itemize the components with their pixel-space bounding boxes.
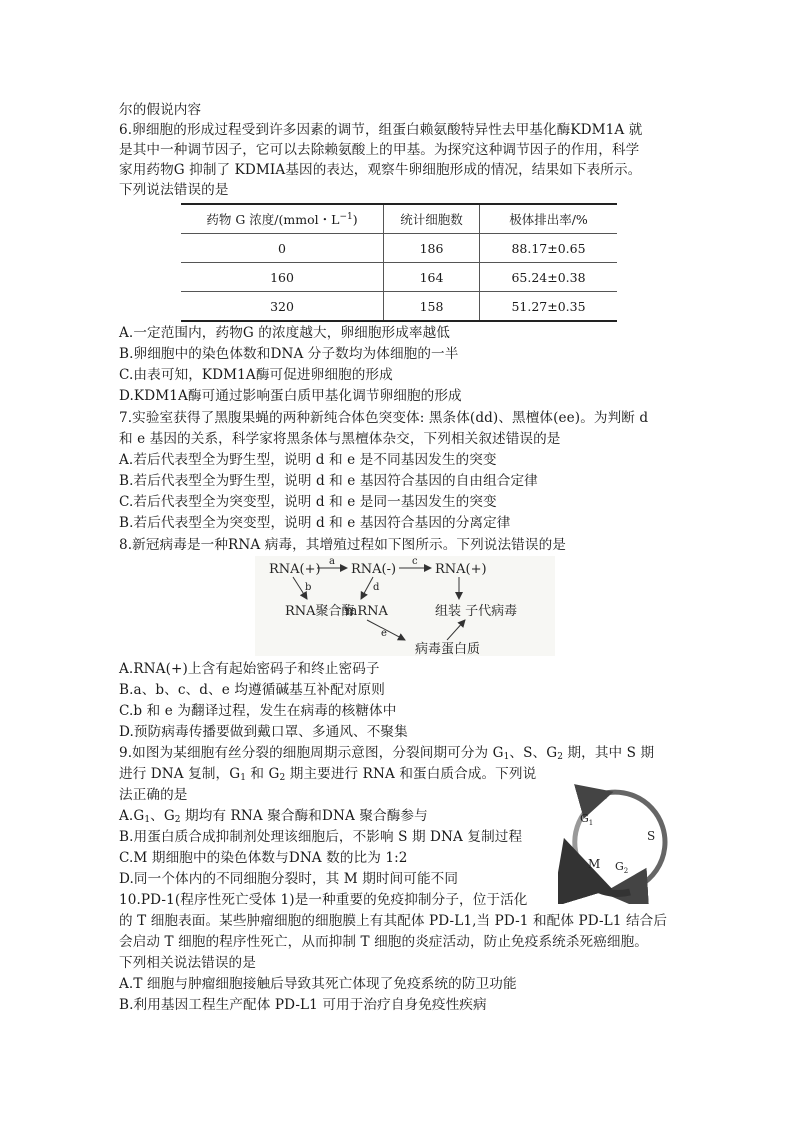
q7-option-a: A.若后代表型全为野生型，说明 d 和 e 是不同基因发生的突变 — [119, 452, 497, 468]
mrna-label: mRNA — [345, 604, 388, 619]
q8-stem: 8.新冠病毒是一种RNA 病毒，其增殖过程如下图所示。下列说法错误的是 — [119, 537, 566, 553]
q9-stem-line3: 法正确的是 — [119, 787, 188, 803]
table-header-row — [181, 204, 617, 234]
prev-question-tail: 尔的假说内容 — [119, 102, 202, 118]
arrow-e-label: e — [381, 628, 387, 639]
assemble-label: 组装 子代病毒 — [435, 604, 518, 619]
q10-option-a: A.T 细胞与肿瘤细胞接触后导致其死亡体现了免疫系统的防卫功能 — [119, 976, 517, 992]
q9-option-a: $A.G_1$、$G_2$ 期均有 RNA 聚合酶和DNA 聚合酶参与 — [119, 808, 428, 825]
q9-stem-line1: 9.如图为某细胞有丝分裂的细胞周期示意图，分裂间期可分为 $G_1$、S、$G_2$ 期，其中 S 期 — [119, 745, 655, 762]
cell-concentration: 0 — [181, 234, 384, 263]
q6-stem-line4: 下列说法错误的是 — [119, 182, 229, 198]
q6-option-c: C.由表可知，KDM1A酶可促进卵细胞的形成 — [119, 367, 393, 383]
q9-option-c: C.M 期细胞中的染色体数与DNA 数的比为 1:2 — [119, 850, 408, 866]
protein-label: 病毒蛋白质 — [415, 642, 481, 656]
q7-stem-line2: 和 e 基因的关系，科学家将黑条体与黑檀体杂交，下列相关叙述错误的是 — [119, 431, 561, 447]
q7-option-d: B.若后代表型全为突变型，说明 d 和 e 基因符合基因的分离定律 — [119, 515, 511, 531]
cell-count: 186 — [384, 234, 480, 263]
q6-stem-line2: 是其中一种调节因子，它可以去除赖氨酸上的甲基。为探究这种调节因子的作用，科学 — [119, 142, 640, 158]
cell-cycle-diagram — [558, 780, 682, 904]
arrow-d-label: d — [373, 582, 380, 593]
col-header-concentration: 药物 G 浓度/(mmol・$L^{-1}$) — [181, 204, 384, 234]
cell-rate: 65.24±0.38 — [480, 263, 618, 292]
virus-replication-diagram — [255, 556, 555, 656]
col-header-cell-count: 统计细胞数 — [384, 204, 480, 234]
q7-option-c: C.若后代表型全为突变型，说明 d 和 e 是同一基因发生的突变 — [119, 494, 497, 510]
rna-plus-2-label: RNA(+) — [435, 562, 487, 577]
g1-label: $G_1$ — [580, 812, 594, 827]
q6-option-a: A.一定范围内，药物G 的浓度越大，卵细胞形成率越低 — [119, 325, 450, 341]
q10-stem-line1: 10.PD-1(程序性死亡受体 1)是一种重要的免疫抑制分子，位于活化 — [119, 892, 528, 908]
q9-option-d: D.同一个体内的不同细胞分裂时，其 M 期时间可能不同 — [119, 871, 459, 887]
cell-rate: 51.27±0.35 — [480, 292, 618, 322]
q10-stem-line3: 会启动 T 细胞的程序性死亡，从而抑制 T 细胞的炎症活动，防止免疫系统杀死癌细胞。 — [119, 934, 648, 950]
q8-option-d: D.预防病毒传播要做到戴口罩、多通风、不聚集 — [119, 724, 408, 740]
s-label: S — [647, 829, 656, 843]
rna-plus-label: RNA(+) — [269, 562, 321, 577]
cell-concentration: 160 — [181, 263, 384, 292]
q10-stem-line2: 的 T 细胞表面。某些肿瘤细胞的细胞膜上有其配体 PD-L1,当 PD-1 和配体 PD-L1 结合后 — [119, 913, 668, 929]
q6-stem-line3: 家用药物G 抑制了 KDMIA基因的表达，观察牛卵细胞形成的情况，结果如下表所示。 — [119, 162, 642, 178]
q6-stem-line1: 6.卵细胞的形成过程受到许多因素的调节，组蛋白赖氨酸特异性去甲基化酶KDM1A 就 — [119, 122, 643, 138]
g1-arc — [575, 796, 606, 860]
q7-option-b: B.若后代表型全为野生型，说明 d 和 e 基因符合基因的自由组合定律 — [119, 473, 538, 489]
q7-stem-line1: 7.实验室获得了黑腹果蝇的两种新纯合体色突变体: 黑条体(dd)、黑檀体(ee)。为判断 d — [119, 410, 649, 426]
cell-concentration: 320 — [181, 292, 384, 322]
g2-label: $G_2$ — [615, 860, 629, 875]
drug-g-data-table — [181, 203, 617, 322]
cell-rate: 88.17±0.65 — [480, 234, 618, 263]
q10-option-b: B.利用基因工程生产配体 PD-L1 可用于治疗自身免疫性疾病 — [119, 997, 487, 1013]
table-row — [181, 292, 617, 322]
q9-option-b: B.用蛋白质合成抑制剂处理该细胞后，不影响 S 期 DNA 复制过程 — [119, 829, 523, 845]
arrow-a-label: a — [329, 556, 335, 567]
q10-stem-line4: 下列相关说法错误的是 — [119, 955, 256, 971]
rna-minus-label: RNA(-) — [351, 562, 397, 577]
q8-option-b: B.a、b、c、d、e 均遵循碱基互补配对原则 — [119, 682, 386, 698]
cell-count: 158 — [384, 292, 480, 322]
cell-count: 164 — [384, 263, 480, 292]
q9-stem-line2: 进行 DNA 复制，$G_1$ 和 $G_2$ 期主要进行 RNA 和蛋白质合成。下列说 — [119, 766, 537, 783]
table-row — [181, 234, 617, 263]
q6-option-b: B.卵细胞中的染色体数和DNA 分子数均为体细胞的一半 — [119, 346, 459, 362]
table-row — [181, 263, 617, 292]
q8-option-a: A.RNA(+)上含有起始密码子和终止密码子 — [119, 661, 380, 677]
q8-option-c: C.b 和 e 为翻译过程，发生在病毒的核糖体中 — [119, 703, 397, 719]
q6-option-d: D.KDM1A酶可通过影响蛋白质甲基化调节卵细胞的形成 — [119, 388, 462, 404]
polymerase-label: RNA聚合酶 — [285, 604, 355, 619]
m-label: M — [588, 857, 601, 871]
arrow-c-label: c — [412, 556, 418, 567]
arrow-b-label: b — [305, 582, 312, 593]
col-header-polar-body-rate: 极体排出率/% — [480, 204, 618, 234]
